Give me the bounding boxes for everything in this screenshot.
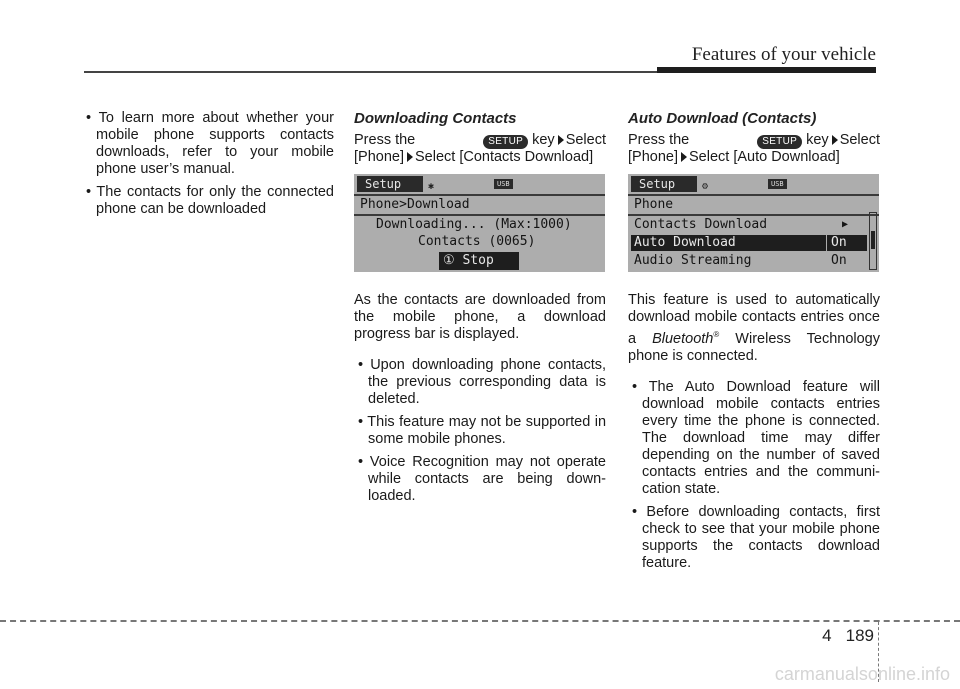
screen-path: Phone>Download xyxy=(360,197,470,212)
screen-downloading-text: Downloading... (Max:1000) xyxy=(376,217,572,232)
paragraph xyxy=(628,292,880,365)
chapter-number: 4 xyxy=(822,626,832,645)
phone-menu-text: [Phone] xyxy=(354,149,404,165)
screen-phone-menu xyxy=(628,174,879,272)
select-auto-download-text: Select [Auto Download] xyxy=(689,149,840,165)
select-text: Select xyxy=(565,132,606,148)
header-rule-accent xyxy=(657,67,876,73)
section-header-title: Features of your vehicle xyxy=(691,44,876,65)
arrow-right-icon xyxy=(407,152,413,162)
press-text: Press the xyxy=(628,132,690,148)
page-number-value: 189 xyxy=(845,626,874,645)
auto-download-value: On xyxy=(827,235,867,251)
column-1 xyxy=(82,110,334,224)
bullet-item: • Upon downloading phone contacts, the previous corresponding data is deleted. xyxy=(354,357,606,408)
settings-icon: ⚙ xyxy=(702,181,709,192)
instruction-line-2 xyxy=(354,149,606,166)
select-text: Select xyxy=(839,132,880,148)
arrow-right-icon xyxy=(558,135,564,145)
menu-item-contacts-download[interactable]: Contacts Download xyxy=(634,217,768,232)
scrollbar-thumb[interactable] xyxy=(871,231,875,249)
menu-item-audio-streaming[interactable]: Audio Streaming xyxy=(634,253,752,268)
bullet-item: • Voice Recognition may not operate while contacts are being down-loaded. xyxy=(354,454,606,505)
usb-badge: USB xyxy=(494,179,513,189)
screen-tab: Setup xyxy=(357,176,423,192)
setup-key-badge: SETUP xyxy=(483,135,528,149)
registered-mark: ® xyxy=(713,330,720,339)
bullet-item: • This feature may not be supported in some mobile phones. xyxy=(354,414,606,448)
paragraph: As the contacts are downloaded from the mobile phone, a download progress bar is displayed. xyxy=(354,292,606,342)
key-text: key xyxy=(806,132,829,148)
screen-divider xyxy=(354,214,605,216)
menu-item-auto-download[interactable]: Auto Download xyxy=(631,235,826,251)
setup-key-badge: SETUP xyxy=(757,135,802,149)
bluetooth-brand-text: Bluetooth xyxy=(652,330,714,347)
arrow-right-icon xyxy=(681,152,687,162)
column-3 xyxy=(628,110,880,578)
paragraph-text: This feature is used to automatically download mobile contacts entries once a xyxy=(628,292,880,347)
usb-badge: USB xyxy=(768,179,787,189)
screen-divider xyxy=(354,194,605,196)
screen-download-progress xyxy=(354,174,605,272)
press-text: Press the xyxy=(354,132,416,148)
phone-menu-text: [Phone] xyxy=(628,149,678,165)
screen-stop-button[interactable]: ① Stop xyxy=(439,252,519,270)
instruction-line-1 xyxy=(628,132,880,149)
column-2 xyxy=(354,110,606,511)
bullet-item: • The Auto Download feature will download mobile contacts entries every time the phone is connected. The download time may differ depending on the number of saved contacts entries and the communi-cation state. xyxy=(628,379,880,498)
screen-tab: Setup xyxy=(631,176,697,192)
chevron-right-icon: ▶ xyxy=(842,219,849,230)
screen-path: Phone xyxy=(634,197,674,212)
bullet-item: • The contacts for only the connected phone can be downloaded xyxy=(82,184,334,218)
screen-contacts-count: Contacts (0065) xyxy=(418,234,536,249)
bullet-item: • To learn more about whether your mobile phone supports contacts downloads, refer to your mobile phone user’s manual. xyxy=(82,110,334,178)
audio-streaming-value: On xyxy=(831,253,847,268)
paragraph-text: Wireless Technology phone is connected. xyxy=(628,330,880,364)
bullet-item: • Before downloading contacts, first check to see that your mobile phone supports the contacts download feature. xyxy=(628,504,880,572)
watermark: carmanualsonline.info xyxy=(774,664,950,684)
page-number xyxy=(822,626,874,646)
arrow-right-icon xyxy=(832,135,838,145)
section-title-downloading-contacts: Downloading Contacts xyxy=(354,110,517,127)
section-title-auto-download: Auto Download (Contacts) xyxy=(628,110,817,127)
screen-divider xyxy=(628,214,879,216)
bluetooth-icon: ✱ xyxy=(428,181,435,192)
instruction-line-1 xyxy=(354,132,606,149)
key-text: key xyxy=(532,132,555,148)
select-contacts-download-text: Select [Contacts Download] xyxy=(415,149,594,165)
footer-rule xyxy=(0,620,960,622)
screen-divider xyxy=(628,194,879,196)
scrollbar[interactable] xyxy=(869,212,877,270)
instruction-line-2 xyxy=(628,149,880,166)
